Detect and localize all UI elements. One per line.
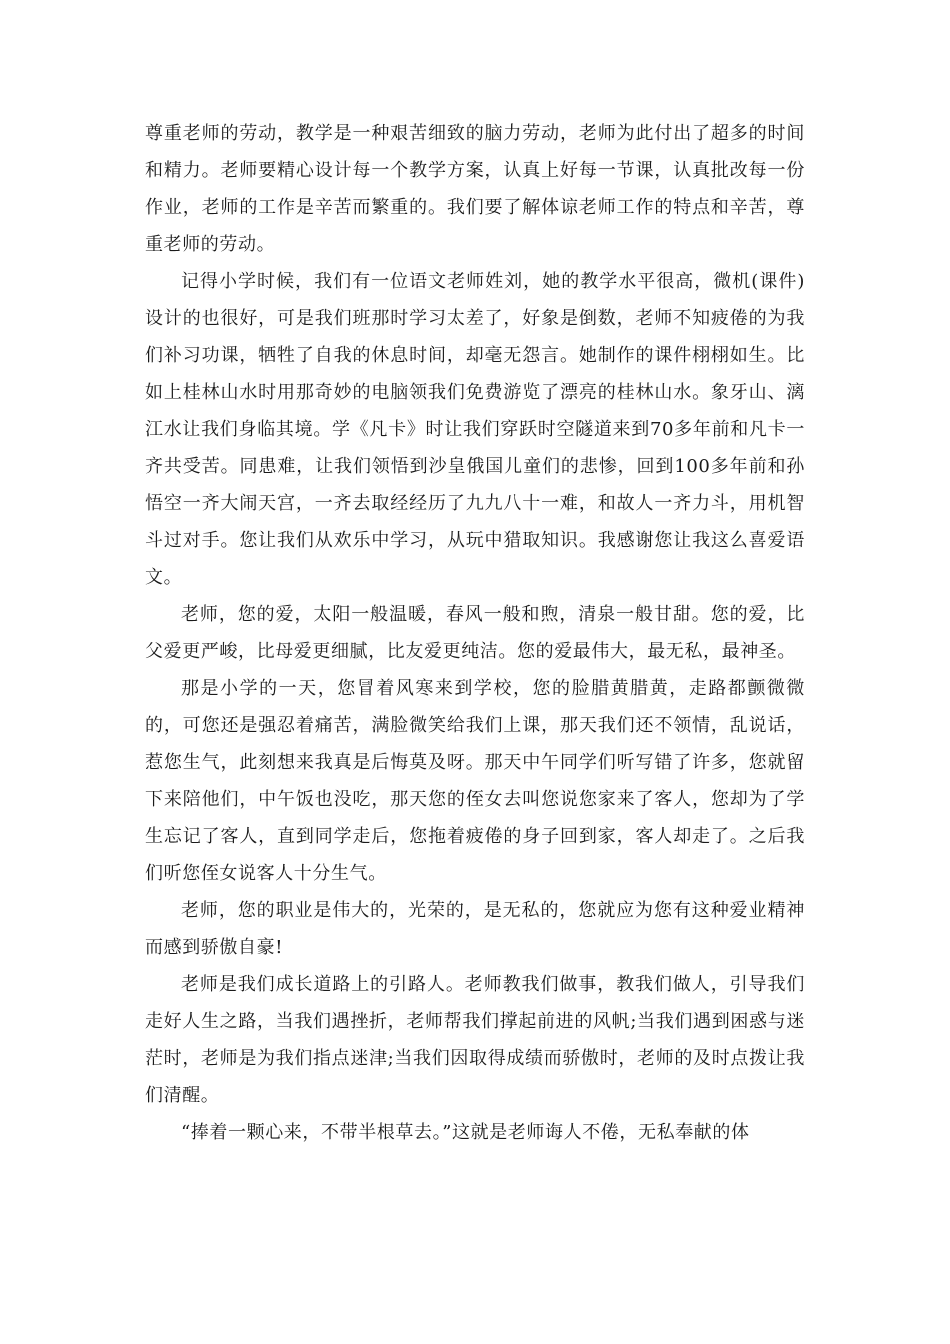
paragraph-4: 那是小学的一天，您冒着风寒来到学校，您的脸腊黄腊黄，走路都颤微微的，可您还是强忍着痛苦，满脸微笑给我们上课，那天我们还不领情，乱说话，惹您生气，此刻想来我真是后悔莫及呀。那天中午同学们听写错了许多，您就留下来陪他们，中午饭也没吃，那天您的侄女去叫您说您家来了客人，您却为了学生忘记了客人，直到同学走后，您拖着疲倦的身子回到家，客人却走了。之后我们听您侄女说客人十分生气。 [145, 678, 805, 884]
document-body [145, 115, 805, 1151]
paragraph-1: 尊重老师的劳动，教学是一种艰苦细致的脑力劳动，老师为此付出了超多的时间和精力。老师要精心设计每一个教学方案，认真上好每一节课，认真批改每一份作业，老师的工作是辛苦而繁重的。我们要了解体谅老师工作的特点和辛苦，尊重老师的劳动。 [145, 123, 805, 255]
paragraph-5: 老师，您的职业是伟大的，光荣的，是无私的，您就应为您有这种爱业精神而感到骄傲自豪! [145, 900, 805, 958]
paragraph-7: “捧着一颗心来，不带半根草去。”这就是老师诲人不倦，无私奉献的体 [181, 1122, 750, 1143]
paragraph-6: 老师是我们成长道路上的引路人。老师教我们做事，教我们做人，引导我们走好人生之路，当我们遇挫折，老师帮我们撑起前进的风帆;当我们遇到困惑与迷茫时，老师是为我们指点迷津;当我们因取得成绩而骄傲时，老师的及时点拨让我们清醒。 [145, 974, 805, 1106]
paragraph-2: 记得小学时候，我们有一位语文老师姓刘，她的教学水平很高，微机(课件)设计的也很好，可是我们班那时学习太差了，好象是倒数，老师不知疲倦的为我们补习功课，牺牲了自我的休息时间，却毫无怨言。她制作的课件栩栩如生。比如上桂林山水时用那奇妙的电脑领我们免费游览了漂亮的桂林山水。象牙山、漓江水让我们身临其境。学《凡卡》时让我们穿跃时空隧道来到70多年前和凡卡一齐共受苦。同患难，让我们领悟到沙皇俄国儿童们的悲惨，回到100多年前和孙悟空一齐大闹天宫，一齐去取经经历了九九八十一难，和故人一齐力斗，用机智斗过对手。您让我们从欢乐中学习，从玩中猎取知识。我感谢您让我这么喜爱语文。 [145, 271, 805, 588]
paragraph-3: 老师，您的爱，太阳一般温暖，春风一般和煦，清泉一般甘甜。您的爱，比父爱更严峻，比母爱更细腻，比友爱更纯洁。您的爱最伟大，最无私，最神圣。 [145, 604, 805, 662]
